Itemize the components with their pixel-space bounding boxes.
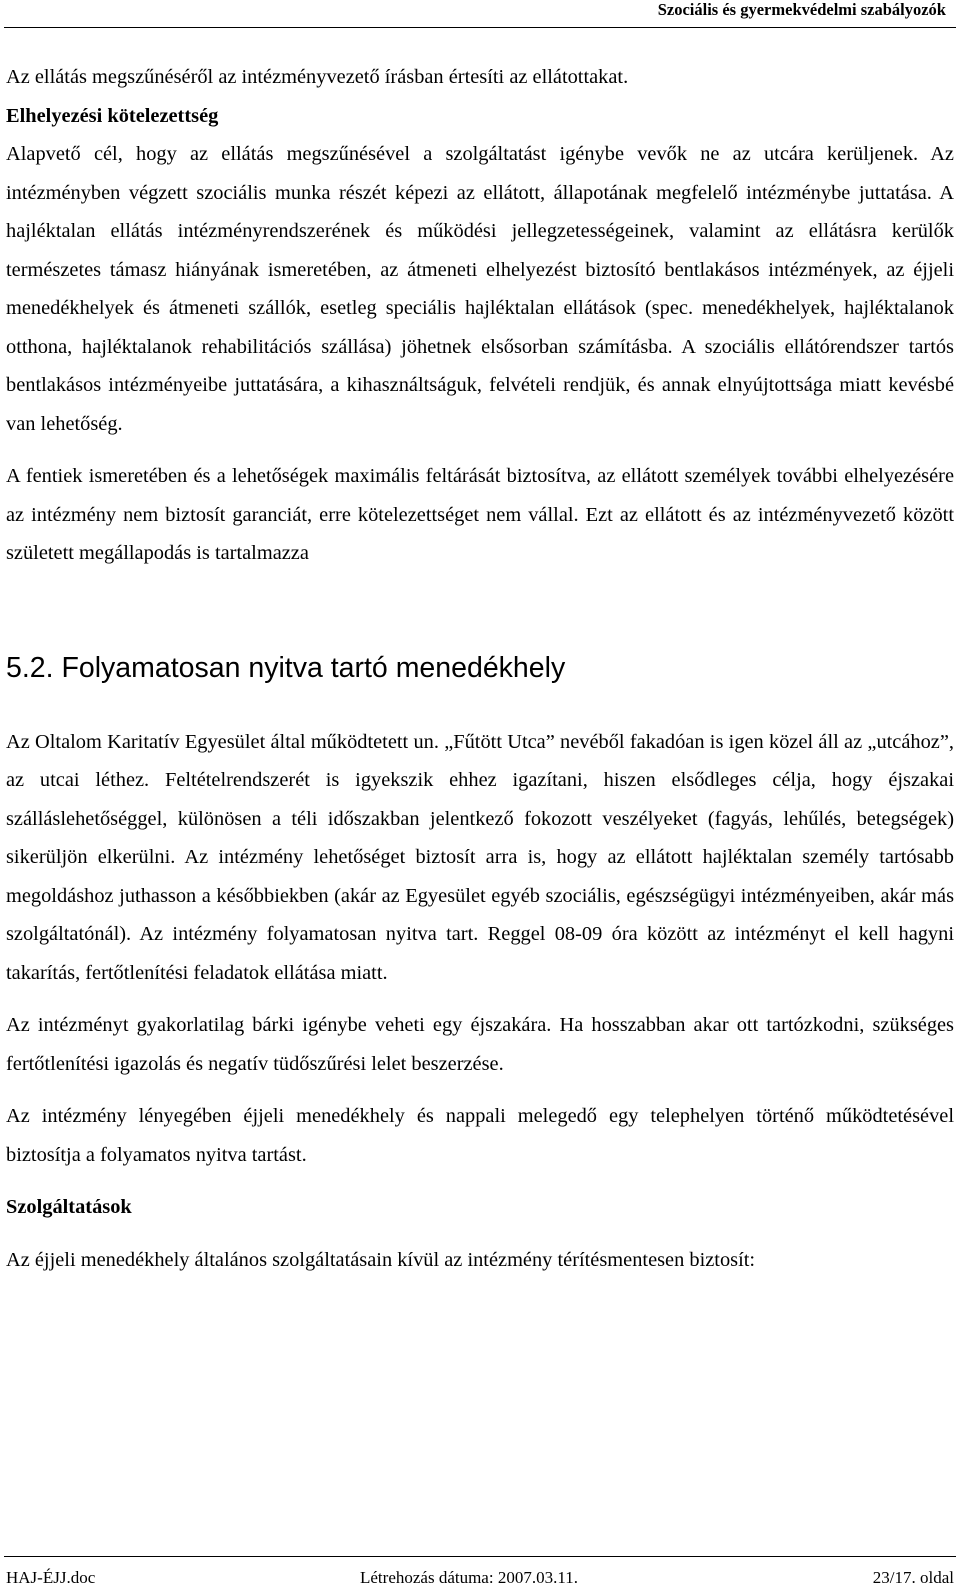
spacer: [6, 573, 954, 649]
spacer: [6, 1174, 954, 1188]
footer-filename: HAJ-ÉJJ.doc: [6, 1568, 96, 1587]
heading-placement-obligation: Elhelyezési kötelezettség: [6, 104, 219, 127]
header-divider: [4, 27, 956, 28]
heading-services: Szolgáltatások: [6, 1196, 132, 1218]
paragraph-heated-street: Az Oltalom Karitatív Egyesület által működtetett un. „Fűtött Utca” nevéből fakadóan is igen közel áll az „utcához”, az utcai léthez. Feltételrendszerét is igyekszik ehhez igazítani, hiszen elsődleges célja, hogy éjszakai szálláslehetőséggel, különösen a téli időszakban jelentkező fokozott veszélyeket (fagyás, lehűlés, betegségek) sikerüljön elkerülni. Az intézmény lehetőséget biztosít arra is, hogy az ellátott hajléktalan személy tartósabb megoldáshoz juthasson a későbbiekben (akár az Egyesület egyéb szociális, egészségügyi intézményeiben, akár más szolgáltatónál). Az intézmény folyamatosan nyitva tart. Reggel 08-09 óra között az intézményt el kell hagyni takarítás, fertőtlenítési feladatok ellátása miatt.: [6, 730, 954, 984]
footer-divider: [4, 1556, 956, 1557]
header-title: Szociális és gyermekvédelmi szabályozók: [657, 0, 946, 19]
section-heading-5-2: 5.2. Folyamatosan nyitva tartó menedékhely: [6, 651, 566, 684]
footer-created-date: Létrehozás dátuma: 2007.03.11.: [360, 1568, 578, 1587]
paragraph-continuous-operation: Az intézmény lényegében éjjeli menedékhely és nappali melegedő egy telephelyen történő működtetésével biztosítja a folyamatos nyitva tartást.: [6, 1105, 954, 1166]
page-header: [0, 0, 960, 30]
document-body: [6, 58, 954, 1279]
spacer: [6, 1083, 954, 1097]
paragraph-services-intro: Az éjjeli menedékhely általános szolgáltatásain kívül az intézmény térítésmentesen biztosít:: [6, 1248, 756, 1271]
paragraph-no-guarantee: A fentiek ismeretében és a lehetőségek maximális feltárását biztosítva, az ellátott személyek további elhelyezésére az intézmény nem biztosít garanciát, erre kötelezettséget nem vállal. Ezt az ellátott és az intézményvezető között született megállapodás is tartalmazza: [6, 465, 954, 564]
footer-page-number: 23/17. oldal: [872, 1568, 954, 1587]
spacer: [6, 443, 954, 457]
paragraph-placement-goal: Alapvető cél, hogy az ellátás megszűnésével a szolgáltatást igénybe vevők ne az utcára kerüljenek. Az intézményben végzett szociális munka részét képezi az ellátott, állapotának megfelelő intézménybe juttatása. A hajléktalan ellátás intézményrendszerének és működési jellegzetességeinek, valamint az ellátásra kerülők természetes támasz hiányának ismeretében, az átmeneti elhelyezést biztosító bentlakásos intézmények, az éjjeli menedékhelyek és átmeneti szállók, esetleg speciális hajléktalan ellátások (spec. menedékhelyek, hajléktalanok otthona, hajléktalanok rehabilitációs szállása) jöhetnek elsősorban számításba. A szociális ellátórendszer tartós bentlakásos intézményeibe juttatására, a kihasználtságuk, felvételi rendjük, és annak elnyújtottsága miatt kevésbé van lehetőség.: [6, 143, 954, 435]
spacer: [6, 1227, 954, 1241]
paragraph-termination-notice: Az ellátás megszűnéséről az intézményvezető írásban értesíti az ellátottakat.: [6, 66, 629, 88]
spacer: [6, 992, 954, 1006]
paragraph-access: Az intézményt gyakorlatilag bárki igénybe veheti egy éjszakára. Ha hosszabban akar ott tartózkodni, szükséges fertőtlenítési igazolás és negatív tüdőszűrési lelet beszerzése.: [6, 1014, 954, 1075]
page-footer: [4, 1556, 956, 1592]
spacer: [6, 687, 954, 723]
